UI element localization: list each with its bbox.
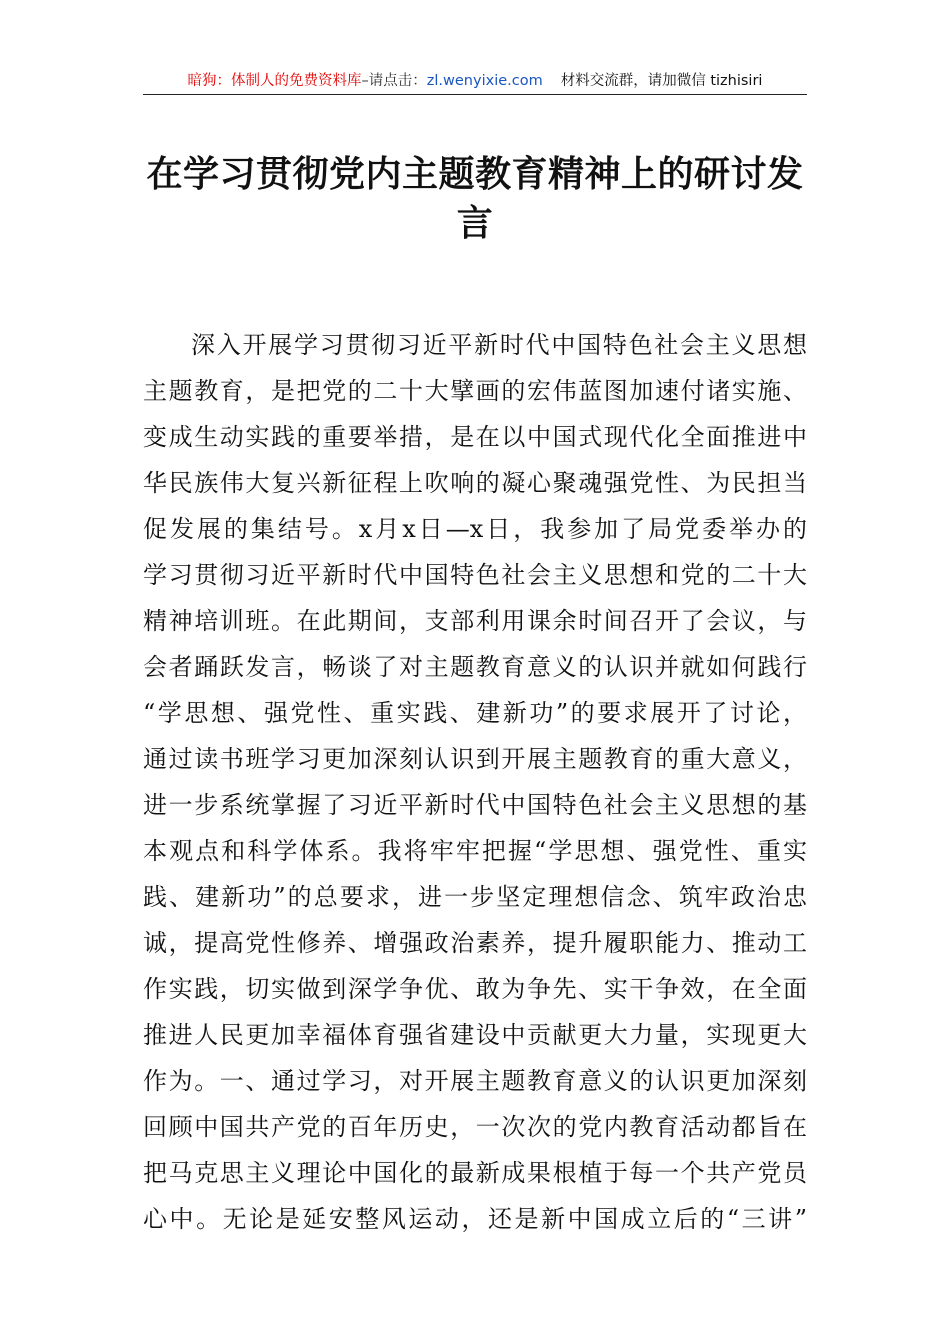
header-contact-text: 材料交流群，请加微信 tizhisiri: [560, 73, 763, 89]
body-line: 精神培训班。在此期间，支部利用课余时间召开了会议，与: [143, 607, 807, 635]
body-line: 会者踊跃发言，畅谈了对主题教育意义的认识并就如何践行: [143, 653, 807, 681]
body-line: 变成生动实践的重要举措，是在以中国式现代化全面推进中: [143, 423, 807, 451]
body-line: 华民族伟大复兴新征程上吹响的凝心聚魂强党性、为民担当: [143, 469, 807, 497]
body-line: 回顾中国共产党的百年历史，一次次的党内教育活动都旨在: [143, 1113, 807, 1141]
document-body: [143, 322, 807, 1242]
page-header-banner: [143, 70, 807, 95]
body-line: 学习贯彻习近平新时代中国特色社会主义思想和党的二十大: [143, 561, 807, 589]
body-line: 促发展的集结号。x月x日—x日，我参加了局党委举办的: [143, 515, 807, 543]
header-url-link[interactable]: zl.wenyixie.com: [426, 73, 543, 89]
body-line: 作实践，切实做到深学争优、敢为争先、实干争效，在全面: [143, 975, 807, 1003]
body-line: 深入开展学习贯彻习近平新时代中国特色社会主义思想: [191, 331, 807, 359]
body-line: 作为。一、通过学习，对开展主题教育意义的认识更加深刻: [143, 1067, 807, 1095]
body-line: 心中。无论是延安整风运动，还是新中国成立后的“三讲”: [143, 1205, 807, 1233]
body-line: 主题教育，是把党的二十大擘画的宏伟蓝图加速付诸实施、: [143, 377, 807, 405]
document-title: [120, 150, 830, 248]
body-line: 把马克思主义理论中国化的最新成果根植于每一个共产党员: [143, 1159, 807, 1187]
body-line: 进一步系统掌握了习近平新时代中国特色社会主义思想的基: [143, 791, 807, 819]
body-line: “学思想、强党性、重实践、建新功”的要求展开了讨论，: [143, 699, 807, 727]
body-line: 践、建新功”的总要求，进一步坚定理想信念、筑牢政治忠: [143, 883, 807, 911]
body-line: 诚，提高党性修养、增强政治素养，提升履职能力、推动工: [143, 929, 807, 957]
document-title-line-2: 言: [456, 202, 494, 244]
body-line: 通过读书班学习更加深刻认识到开展主题教育的重大意义，: [143, 745, 807, 773]
header-click-prompt: –请点击：: [361, 73, 427, 89]
document-title-line-1: 在学习贯彻党内主题教育精神上的研讨发: [146, 153, 804, 195]
body-line: 推进人民更加幸福体育强省建设中贡献更大力量，实现更大: [143, 1021, 807, 1049]
header-promo-text: 暗狗：体制人的免费资料库: [187, 73, 362, 89]
body-line: 本观点和科学体系。我将牢牢把握“学思想、强党性、重实: [143, 837, 807, 865]
